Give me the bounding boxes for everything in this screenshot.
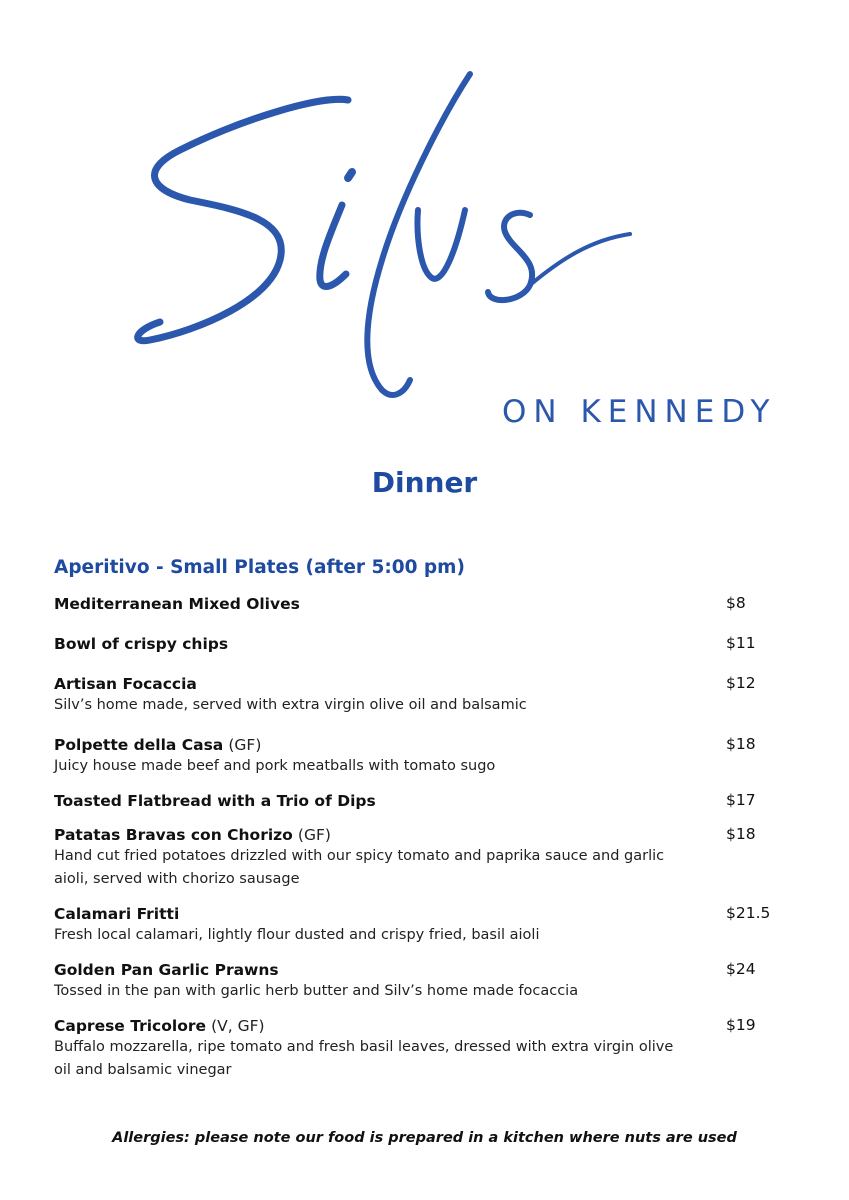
logo-subtitle: ON KENNEDY — [502, 394, 777, 430]
menu-item — [54, 674, 794, 717]
item-price: $11 — [726, 634, 756, 652]
menu-item — [54, 634, 794, 653]
menu-item — [54, 594, 794, 613]
menu-item — [54, 825, 794, 891]
item-description: Fresh local calamari, lightly flour dusted and crispy fried, basil aioli — [54, 927, 540, 943]
item-price: $24 — [726, 960, 756, 978]
item-description: Tossed in the pan with garlic herb butter and Silv’s home made focaccia — [54, 983, 579, 999]
menu-item — [54, 791, 794, 810]
item-dietary-tag: (GF) — [228, 736, 262, 754]
item-name: Golden Pan Garlic Prawns — [54, 961, 279, 979]
logo-script-mark — [120, 60, 740, 420]
allergy-note: Allergies: please note our food is prepared in a kitchen where nuts are used — [112, 1130, 737, 1146]
menu-item — [54, 735, 794, 778]
item-name: Calamari Fritti — [54, 905, 180, 923]
item-price: $18 — [726, 735, 756, 753]
item-price: $17 — [726, 791, 756, 809]
page-title: Dinner — [371, 466, 478, 499]
item-name: Toasted Flatbread with a Trio of Dips — [54, 792, 376, 810]
item-dietary-tag: (GF) — [297, 826, 331, 844]
item-price: $8 — [726, 594, 746, 612]
item-name: Polpette della Casa — [54, 736, 224, 754]
item-price: $12 — [726, 674, 756, 692]
menu-item — [54, 960, 794, 1003]
item-name: Caprese Tricolore — [54, 1017, 207, 1035]
item-description: Buffalo mozzarella, ripe tomato and fresh basil leaves, dressed with extra virgin olive oil and balsamic vinegar — [54, 1039, 674, 1078]
item-name: Patatas Bravas con Chorizo — [54, 826, 293, 844]
item-name: Artisan Focaccia — [54, 675, 197, 693]
item-name: Bowl of crispy chips — [54, 635, 229, 653]
section-title: Aperitivo - Small Plates (after 5:00 pm) — [54, 557, 465, 578]
item-description: Juicy house made beef and pork meatballs with tomato sugo — [54, 758, 496, 774]
item-price: $18 — [726, 825, 756, 843]
menu-item — [54, 904, 794, 947]
item-price: $21.5 — [726, 904, 771, 922]
item-price: $19 — [726, 1016, 756, 1034]
item-description: Silv’s home made, served with extra virgin olive oil and balsamic — [54, 697, 527, 713]
item-name: Mediterranean Mixed Olives — [54, 595, 300, 613]
menu-item — [54, 1016, 794, 1082]
item-dietary-tag: (V, GF) — [211, 1017, 265, 1035]
restaurant-logo — [120, 60, 777, 430]
item-description: Hand cut fried potatoes drizzled with our spicy tomato and paprika sauce and garlic aioli, served with chorizo sausage — [54, 848, 665, 887]
